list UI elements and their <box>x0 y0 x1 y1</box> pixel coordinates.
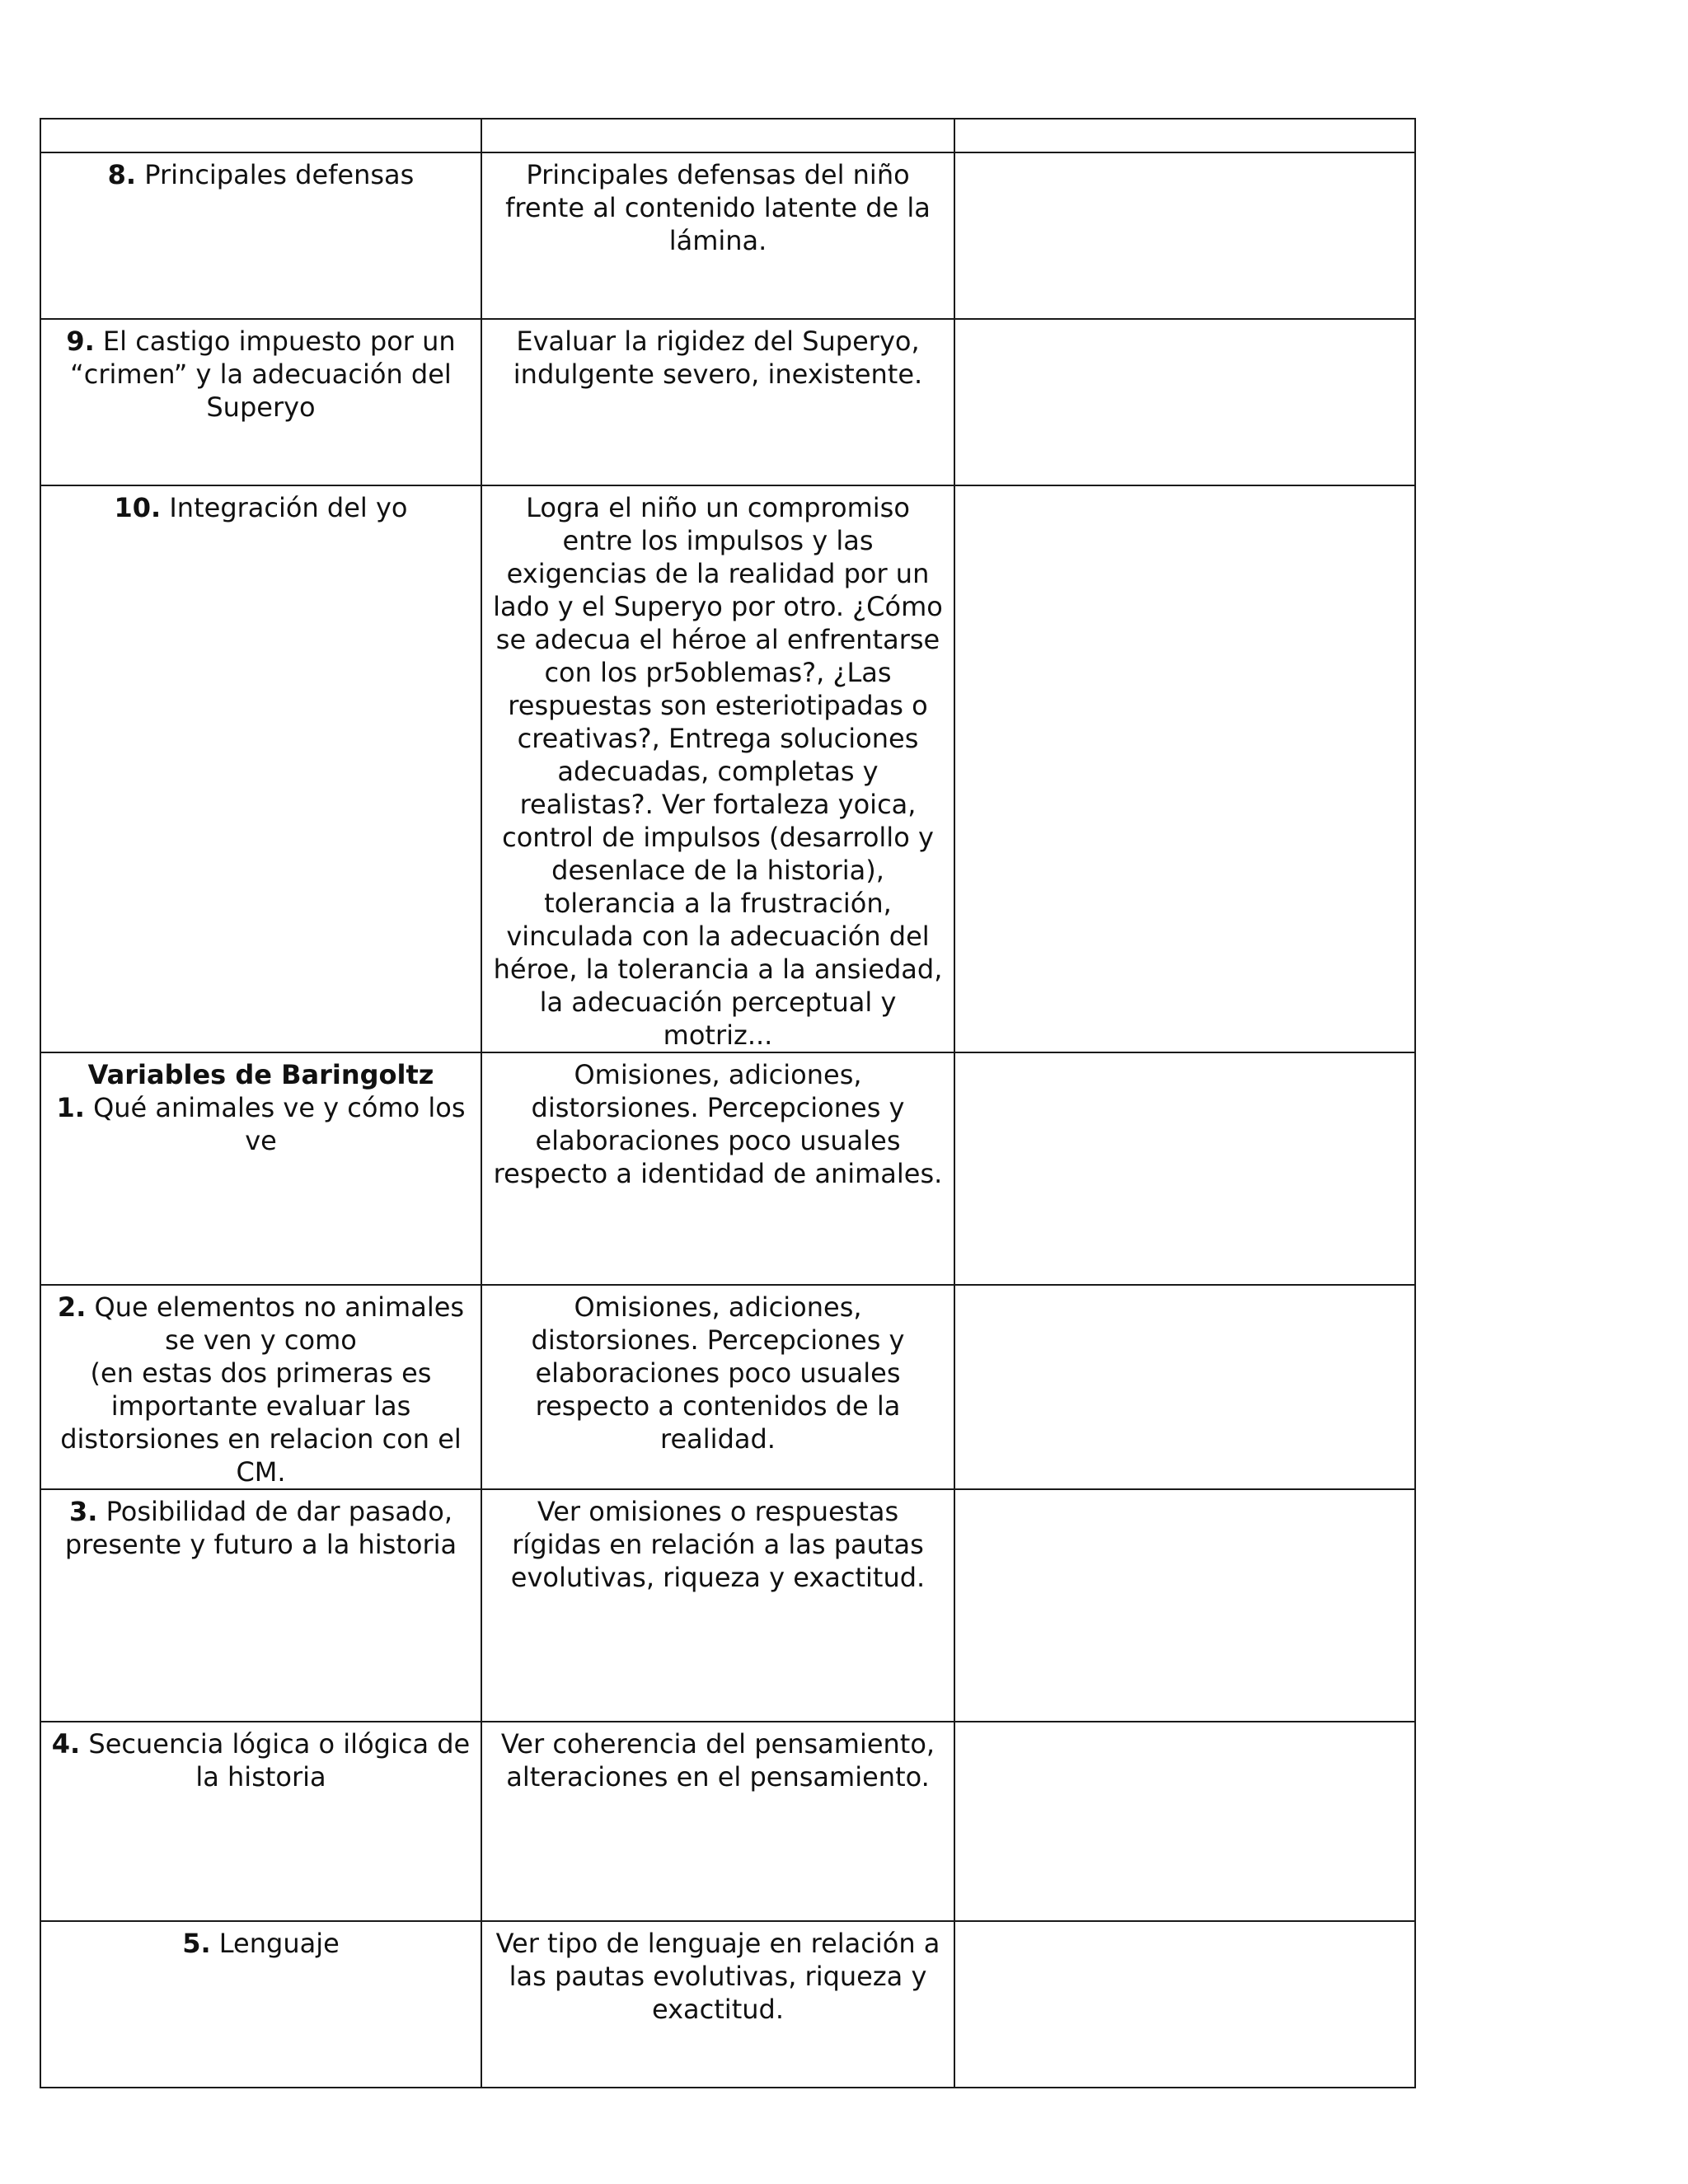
answer-cell <box>954 1921 1415 2088</box>
item-number: 5. <box>182 1928 211 1959</box>
criterion-text: Qué animales ve y cómo los ve <box>93 1092 466 1156</box>
description-cell: Omisiones, adiciones, distorsiones. Percepciones y elaboraciones poco usuales respecto a contenidos de la realidad. <box>481 1285 954 1489</box>
answer-cell <box>954 485 1415 1052</box>
description-cell: Omisiones, adiciones, distorsiones. Percepciones y elaboraciones poco usuales respecto a identidad de animales. <box>481 1052 954 1285</box>
criterion-text: El castigo impuesto por un “crimen” y la adecuación del Superyo <box>70 326 456 423</box>
criterion-text: Secuencia lógica o ilógica de la historia <box>88 1728 471 1793</box>
description-cell: Ver omisiones o respuestas rígidas en relación a las pautas evolutivas, riqueza y exactitud. <box>481 1489 954 1722</box>
answer-cell <box>954 152 1415 319</box>
description-cell: Ver tipo de lenguaje en relación a las pautas evolutivas, riqueza y exactitud. <box>481 1921 954 2088</box>
answer-cell <box>954 1722 1415 1921</box>
description-cell: Ver coherencia del pensamiento, alteraciones en el pensamiento. <box>481 1722 954 1921</box>
item-number: 1. <box>56 1092 85 1123</box>
table-row <box>40 319 1415 485</box>
answer-cell <box>954 1052 1415 1285</box>
criterion-text: Principales defensas <box>144 159 415 190</box>
item-number: 4. <box>51 1728 81 1760</box>
criterion-text: Que elementos no animales se ven y como <box>94 1291 465 1356</box>
criterion-cell <box>40 1052 481 1285</box>
answer-cell <box>954 1489 1415 1722</box>
criterion-cell <box>40 319 481 485</box>
table-row <box>40 1722 1415 1921</box>
criterion-cell <box>40 1921 481 2088</box>
item-number: 10. <box>114 492 162 523</box>
criterion-text: Posibilidad de dar pasado, presente y futuro a la historia <box>64 1496 457 1560</box>
evaluation-table <box>40 118 1416 2088</box>
table-row-header-blank <box>40 119 1415 152</box>
description-cell: Principales defensas del niño frente al contenido latente de la lámina. <box>481 152 954 319</box>
table-row <box>40 1489 1415 1722</box>
criterion-note: (en estas dos primeras es importante evaluar las distorsiones en relacion con el CM. <box>60 1357 462 1488</box>
criterion-cell <box>40 1722 481 1921</box>
empty-cell <box>954 119 1415 152</box>
criterion-cell <box>40 1285 481 1489</box>
criterion-text: Lenguaje <box>218 1928 340 1959</box>
item-number: 2. <box>57 1291 87 1323</box>
empty-cell <box>481 119 954 152</box>
empty-cell <box>40 119 481 152</box>
item-number: 3. <box>69 1496 98 1527</box>
table-row <box>40 152 1415 319</box>
table-row <box>40 1052 1415 1285</box>
item-number: 9. <box>66 326 95 357</box>
answer-cell <box>954 1285 1415 1489</box>
section-heading: Variables de Baringoltz <box>87 1059 434 1090</box>
criterion-text: Integración del yo <box>169 492 408 523</box>
answer-cell <box>954 319 1415 485</box>
table-row <box>40 1921 1415 2088</box>
table-row <box>40 485 1415 1052</box>
description-cell: Evaluar la rigidez del Superyo, indulgente severo, inexistente. <box>481 319 954 485</box>
table-row <box>40 1285 1415 1489</box>
criterion-cell <box>40 152 481 319</box>
criterion-cell <box>40 485 481 1052</box>
criterion-cell <box>40 1489 481 1722</box>
description-cell: Logra el niño un compromiso entre los impulsos y las exigencias de la realidad por un lado y el Superyo por otro. ¿Cómo se adecua el héroe al enfrentarse con los pr5oblemas?, ¿Las respuestas son esteriotipadas o creativas?, Entrega soluciones adecuadas, completas y realistas?. Ver fortaleza yoica, control de impulsos (desarrollo y desenlace de la historia), tolerancia a la frustración, vinculada con la adecuación del héroe, la tolerancia a la ansiedad, la adecuación perceptual y motriz... <box>481 485 954 1052</box>
item-number: 8. <box>107 159 137 190</box>
